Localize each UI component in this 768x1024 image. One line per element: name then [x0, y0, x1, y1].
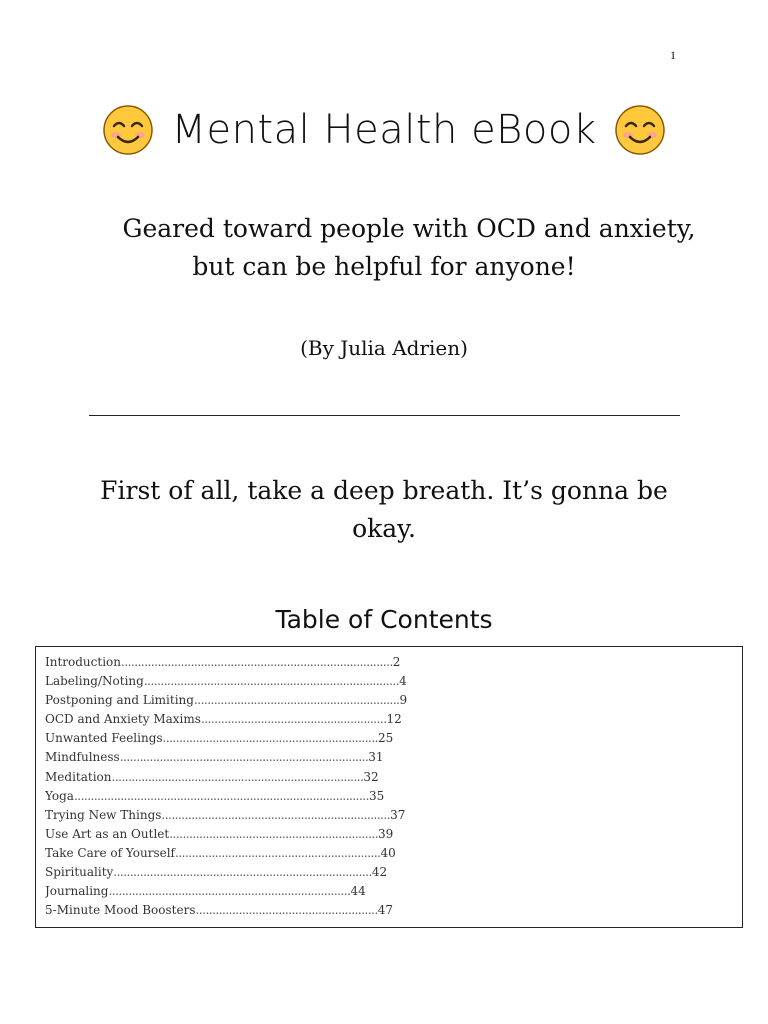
toc-dot-leader: .................................................................	[162, 731, 378, 746]
toc-entry-label: Spirituality	[45, 865, 114, 880]
toc-dot-leader: ..................................................................................	[121, 655, 393, 669]
toc-entry-label: Postponing and Limiting	[45, 693, 194, 708]
toc-entry[interactable]	[45, 768, 407, 787]
toc-entry[interactable]	[45, 882, 407, 901]
toc-dot-leader: .......................................................	[195, 903, 378, 918]
toc-entry-label: 5-Minute Mood Boosters	[45, 903, 196, 918]
toc-dot-leader: ..............................................................	[175, 845, 381, 860]
toc-entry[interactable]	[45, 787, 407, 806]
toc-entry[interactable]	[45, 863, 407, 882]
toc-entry-page: 2	[392, 655, 401, 669]
toc-entry-label: Trying New Things	[45, 807, 162, 822]
toc-entry-label: Meditation	[45, 769, 112, 784]
toc-entry-label: Labeling/Noting	[45, 674, 144, 689]
toc-entry[interactable]	[45, 806, 407, 825]
smiling-face-icon	[102, 104, 154, 156]
toc-entry-page: 47	[377, 903, 394, 918]
toc-heading: Table of Contents	[275, 605, 493, 634]
author-byline: (By Julia Adrien)	[300, 336, 468, 360]
toc-entry-label: Unwanted Feelings	[45, 731, 163, 746]
page-title: Mental Health eBook	[171, 107, 597, 153]
toc-entry-page: 4	[399, 674, 407, 689]
toc-entry-label: OCD and Anxiety Maxims	[45, 712, 201, 727]
toc-entry-page: 42	[371, 865, 388, 880]
intro-message: First of all, take a deep breath. It’s gonna be okay.	[100, 476, 668, 543]
toc-entry-page: 32	[363, 769, 379, 784]
horizontal-divider	[89, 415, 680, 416]
toc-dot-leader: ............................................................................	[111, 769, 364, 784]
toc-entry[interactable]	[45, 729, 407, 748]
title-row	[0, 98, 768, 162]
toc-dot-leader: .........................................................................................	[73, 788, 369, 803]
toc-entry-page: 25	[378, 731, 394, 746]
toc-entry[interactable]	[45, 710, 407, 729]
toc-entry-page: 39	[378, 826, 394, 841]
toc-entry-label: Journaling	[45, 884, 109, 899]
subtitle	[0, 210, 768, 286]
toc-entry-label: Use Art as an Outlet	[45, 826, 170, 841]
toc-entry-label: Take Care of Yourself	[45, 845, 175, 860]
toc-entry[interactable]	[45, 901, 407, 920]
toc-entry-page: 9	[399, 693, 408, 708]
toc-entry[interactable]	[45, 691, 407, 710]
toc-entry-page: 12	[386, 712, 402, 727]
toc-entry-label: Mindfulness	[45, 750, 120, 765]
toc-entry[interactable]	[45, 825, 407, 844]
toc-entry[interactable]	[45, 844, 407, 863]
toc-dot-leader: .....................................................................	[161, 807, 391, 822]
toc-entry-page: 35	[368, 788, 385, 803]
toc-entry-page: 31	[368, 750, 384, 765]
toc-dot-leader: ........................................................	[200, 712, 387, 727]
toc-box	[35, 646, 743, 928]
page-number: 1	[670, 48, 676, 62]
toc-entry[interactable]	[45, 672, 407, 691]
toc-entry[interactable]	[45, 653, 407, 672]
toc-dot-leader: ..............................................................	[193, 693, 400, 708]
smiling-face-icon	[614, 104, 666, 156]
toc-entry-page: 40	[380, 845, 396, 860]
toc-entry-page: 44	[350, 884, 366, 899]
toc-entry-label: Introduction	[45, 655, 121, 669]
toc-dot-leader: .........................................................................	[108, 884, 351, 899]
subtitle-line-1: Geared toward people with OCD and anxiety,	[122, 214, 696, 243]
toc-entry[interactable]	[45, 748, 407, 767]
toc-entry-page: 37	[390, 807, 406, 822]
toc-dot-leader: ..............................................................................	[113, 865, 372, 880]
subtitle-line-2: but can be helpful for anyone!	[192, 252, 576, 281]
toc-dot-leader: .............................................................................	[143, 674, 400, 689]
toc-dot-leader: ...............................................................	[169, 826, 379, 841]
toc-dot-leader: ...........................................................................	[119, 750, 369, 765]
toc-entry-label: Yoga	[45, 788, 74, 803]
toc-list	[45, 653, 407, 920]
